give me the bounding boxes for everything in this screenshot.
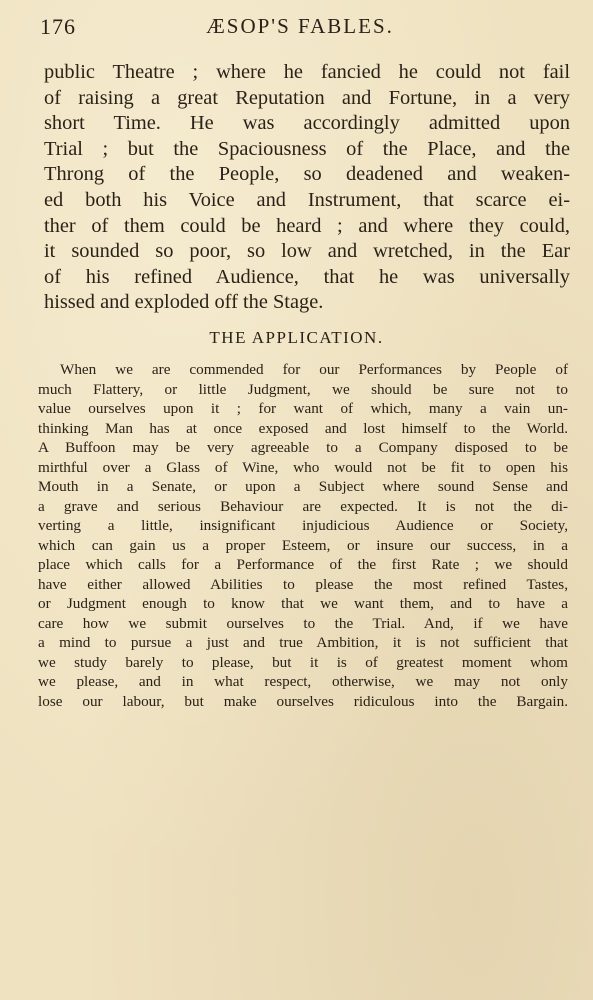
application-line: place which calls for a Performance of the first Rate ; we should bbox=[38, 556, 568, 573]
fable-line: ed both his Voice and Instrument, that scarce ei- bbox=[44, 188, 570, 211]
application-line: thinking Man has at once exposed and lost himself to the World. bbox=[38, 419, 568, 437]
application-line: value ourselves upon it ; for want of which, many a vain un- bbox=[38, 400, 568, 417]
application-heading: THE APPLICATION. bbox=[209, 328, 384, 347]
fable-line: of his refined Audience, that he was universally bbox=[44, 265, 570, 288]
fable-line: Trial ; but the Spaciousness of the Place, and the bbox=[44, 137, 570, 160]
application-line: Mouth in a Senate, or upon a Subject where sound Sense and bbox=[38, 478, 568, 495]
page-header bbox=[40, 10, 560, 44]
application-line: have either allowed Abilities to please the most refined Tastes, bbox=[38, 575, 568, 593]
application-line: we please, and in what respect, otherwise, we may not only bbox=[38, 673, 568, 690]
fable-line: hissed and exploded off the Stage. bbox=[44, 291, 324, 314]
application-line: lose our labour, but make ourselves ridiculous into the Bargain. bbox=[38, 692, 568, 710]
fable-text bbox=[44, 60, 570, 316]
application-line: much Flattery, or little Judgment, we should be sure not to bbox=[38, 380, 568, 398]
fable-line: Throng of the People, so deadened and weaken- bbox=[44, 163, 570, 186]
fable-line: ther of them could be heard ; and where they could, bbox=[44, 214, 570, 237]
fable-line: of raising a great Reputation and Fortune, in a very bbox=[44, 86, 570, 109]
application-line: When we are commended for our Performances by People of bbox=[60, 361, 568, 378]
application-line: or Judgment enough to know that we want them, and to have a bbox=[38, 595, 568, 612]
application-line: a mind to pursue a just and true Ambition, it is not sufficient that bbox=[38, 634, 568, 651]
application-line: care how we submit ourselves to the Trial. And, if we have bbox=[38, 614, 568, 632]
application-line: mirthful over a Glass of Wine, who would not be fit to open his bbox=[38, 458, 568, 476]
fable-line: short Time. He was accordingly admitted upon bbox=[44, 112, 570, 135]
application-line: verting a little, insignificant injudicious Audience or Society, bbox=[38, 517, 568, 534]
running-title: ÆSOP'S FABLES. bbox=[206, 14, 394, 38]
page-number: 176 bbox=[40, 14, 76, 39]
fable-line: public Theatre ; where he fancied he could not fail bbox=[44, 61, 570, 83]
application-line: which can gain us a proper Esteem, or insure our success, in a bbox=[38, 536, 568, 554]
fable-line: it sounded so poor, so low and wretched, in the Ear bbox=[44, 240, 570, 263]
application-line: A Buffoon may be very agreeable to a Company disposed to be bbox=[38, 439, 568, 456]
application-line: we study barely to please, but it is of greatest moment whom bbox=[38, 653, 568, 671]
application-line: a grave and serious Behaviour are expected. It is not the di- bbox=[38, 497, 568, 515]
application-text bbox=[38, 360, 568, 711]
